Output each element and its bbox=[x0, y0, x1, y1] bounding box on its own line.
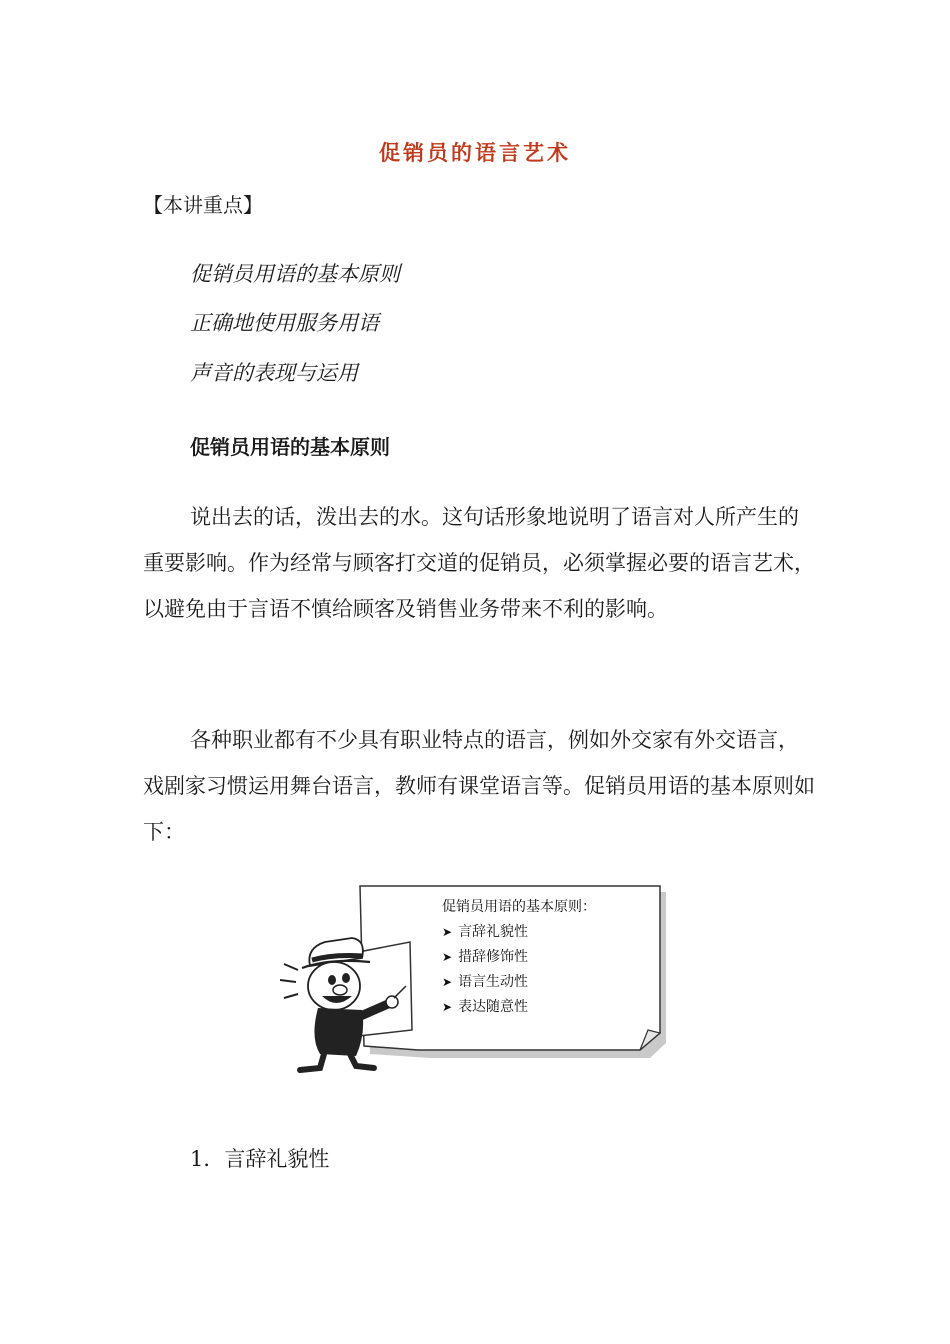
figure-list-item: ➤ 措辞修饰性 bbox=[442, 949, 529, 965]
key-point-item: 正确地使用服务用语 bbox=[190, 311, 379, 335]
body-paragraph: 各种职业都有不少具有职业特点的语言，例如外交家有外交语言，戏剧家习惯运用舞台语言，教师有课堂语言等。促销员用语的基本原则如下： bbox=[143, 728, 815, 844]
key-points-label: 【本讲重点】 bbox=[143, 193, 263, 217]
key-point-item: 促销员用语的基本原则 bbox=[190, 262, 400, 286]
arrow-bullet-icon: ➤ bbox=[442, 925, 453, 939]
figure-heading: 促销员用语的基本原则： bbox=[442, 899, 596, 915]
figure-list-item: ➤ 表达随意性 bbox=[442, 999, 529, 1015]
key-point-item: 声音的表现与运用 bbox=[190, 361, 358, 385]
principles-illustration bbox=[270, 878, 670, 1078]
figure-list-item: ➤ 语言生动性 bbox=[442, 974, 529, 990]
body-paragraph: 说出去的话，泼出去的水。这句话形象地说明了语言对人所产生的重要影响。作为经常与顾客打交道的促销员，必须掌握必要的语言艺术，以避免由于言语不慎给顾客及销售业务带来不利的影响。 bbox=[143, 505, 815, 621]
section-heading: 促销员用语的基本原则 bbox=[190, 435, 390, 459]
figure-list-item: ➤ 言辞礼貌性 bbox=[442, 924, 529, 940]
arrow-bullet-icon: ➤ bbox=[442, 975, 453, 989]
numbered-subheading: 1．言辞礼貌性 bbox=[190, 1147, 330, 1171]
page-title: 促销员的语言艺术 bbox=[379, 141, 571, 165]
arrow-bullet-icon: ➤ bbox=[442, 1000, 453, 1014]
arrow-bullet-icon: ➤ bbox=[442, 950, 453, 964]
